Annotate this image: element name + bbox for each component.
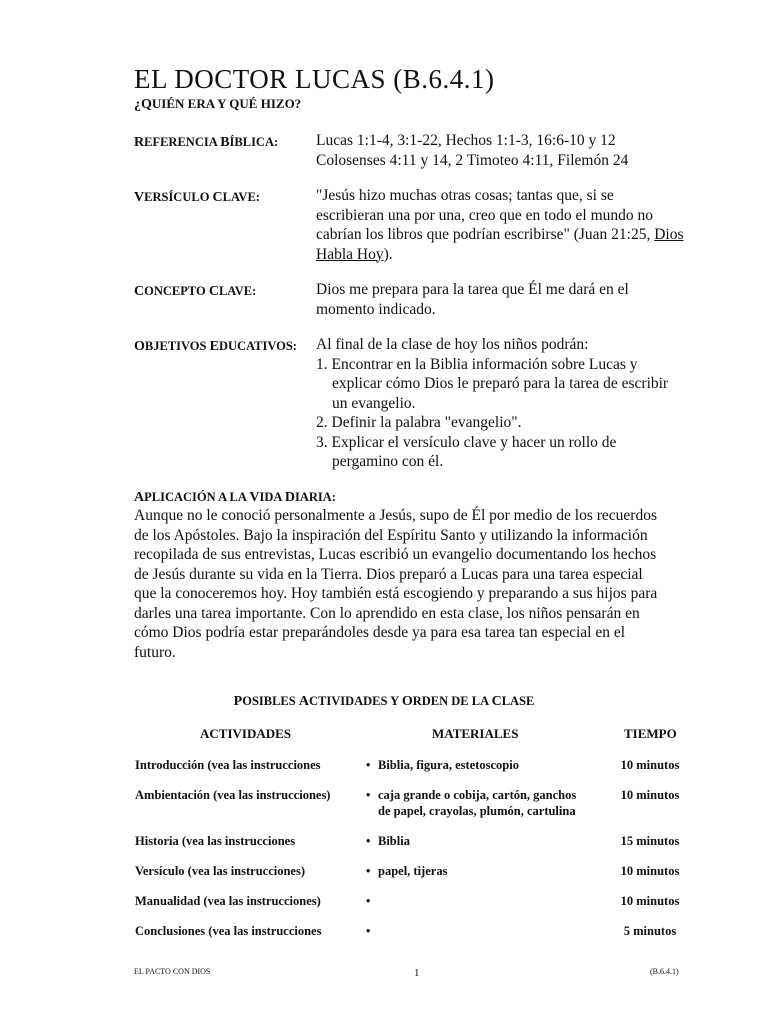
concepto-value: Dios me prepara para la tarea que Él me dará en el momento indicado. [316,281,629,318]
aplicacion-paragraph: Aunque no le conoció personalmente a Jesús, supo de Él por medio de los recuerdos de los Apóstoles. Bajo la inspiración del Espíritu Santo y utilizando la información recopilada de sus entrevistas, Lucas escribió un evangelio documentando los hechos de Jesús durante su vida en la Tierra. Dios preparó a Lucas para una tarea especial que la conoceremos hoy. Hoy también está escogiendo y preparando a sus hijos para darles una tarea importante. Con lo aprendido en esta clase, los niños pensarán en cómo Dios podría estar preparándoles desde ya para esa tarea tan especial en el futuro. [134,507,658,661]
page-subtitle: ¿QUIÉN ERA Y QUÉ HIZO? [134,96,302,112]
activities-table-title: POSIBLES ACTIVIDADES Y ORDEN DE LA CLASE [233,694,535,709]
page-number: 1 [414,967,420,979]
footer-lesson-code: (B.6.4.1) [650,967,679,976]
footer-series-name: EL PACTO CON DIOS [134,967,211,976]
header-tiempo: TIEMPO [624,726,677,741]
header-actividades: ACTIVIDADES [200,726,292,741]
objetivo-item: 2. Definir la palabra "evangelio". [316,414,522,431]
referencia-label: REFERENCIA BÍBLICA: [134,135,279,150]
objetivo-item: 3. Explicar el versículo clave y hacer un rollo de [316,433,617,451]
concepto-label: CONCEPTO CLAVE: [134,284,257,299]
document-page: EL DOCTOR LUCAS (B.6.4.1) ¿QUIÉN ERA Y QUÉ HIZO? REFERENCIA BÍBLICA: Lucas 1:1-4, 3:1-22, Hechos 1:1-3, 16:6-10 y 12 Colosenses 4:11 y 14, 2 Timoteo 4:11, Filemón 24 VERSÍCULO CLAVE: "Jesús hizo muchas otras cosas; tantas que, si se escribieran una por una, creo que en todo el mundo no cabrían los libros que podrían escribirse" (Juan 21:25, Dios Habla Hoy). CONCEPTO CLAVE: Dios me prepara para la tarea que Él me dará en el momento indicado. OBJETIVOS EDUCATIVOS: Al final de la clase de hoy los niños podrán: 1. Encontrar en la Biblia información sobre Lucas y explicar cómo Dios le preparó para la tarea de escribir un evangelio. 2. Definir la palabra "evangelio". 3. Explicar el versículo clave y hacer un rollo de pergamino con él. APLICACIÓN A LA VIDA DIARIA: Aunque no le conoció personalmente a Jesús, supo de Él por medio de los recuerdos de los Apóstoles. Bajo la inspiración del Espíritu Santo y utilizando la información recopilada de sus entrevistas, Lucas escribió un evangelio documentando los hechos de Jesús durante su vida en la Tierra. Dios preparó a Lucas para una tarea especial que la conoceremos hoy. Hoy también está escogiendo y preparando a sus hijos para darles una tarea importante. Con lo aprendido en esta clase, los niños pensarán en cómo Dios podría estar preparándoles desde ya para esa tarea tan especial en el futuro. POSIBLES ACTIVIDADES Y ORDEN DE LA CLASE ACTIVIDADES MATERIALES TIEMPO Introducción (vea las instrucciones • Biblia, figura, estetoscopio 10 minutos Ambientación (vea las instrucciones) • caja grande o cobija, cartón, ganchos de papel, crayolas, plumón, cartulina 10 minutos Historia (vea las instrucciones • Biblia 15 minutos Versículo (vea las instrucciones) • papel, tijeras 10 minutos Manualidad (vea las instrucciones) • 10 minutos Conclusiones (vea las instrucciones • 5 minutos EL PACTO CON DIOS 1 (B.6.4.1) [0,0,768,1024]
objetivos-value: Al final de la clase de hoy los niños podrán: 1. Encontrar en la Biblia información sobre Lucas y explicar cómo Dios le preparó para la tarea de escribir un evangelio. 2. Definir la palabra "evangelio". 3. Explicar el versículo clave y hacer un rollo de pergamino con él. [316,335,708,472]
referencia-value: Lucas 1:1-4, 3:1-22, Hechos 1:1-3, 16:6-10 y 12 Colosenses 4:11 y 14, 2 Timoteo 4:11, Filemón 24 [316,132,629,169]
bible-version-link-cont: Habla Hoy [316,245,384,263]
objetivos-label: OBJETIVOS EDUCATIVOS: [134,339,297,354]
objetivo-item: 1. Encontrar en la Biblia información sobre Lucas y [316,355,638,373]
bible-version-link: Dios [654,226,684,243]
versiculo-label: VERSÍCULO CLAVE: [134,190,260,205]
versiculo-value: "Jesús hizo muchas otras cosas; tantas que, si se escribieran una por una, creo que en todo el mundo no cabrían los libros que podrían escribirse" (Juan 21:25, Dios Habla Hoy). [316,187,684,263]
aplicacion-heading: APLICACIÓN A LA VIDA DIARIA: [134,490,336,505]
page-title: EL DOCTOR LUCAS (B.6.4.1) [134,64,495,94]
header-materiales: MATERIALES [432,726,519,741]
